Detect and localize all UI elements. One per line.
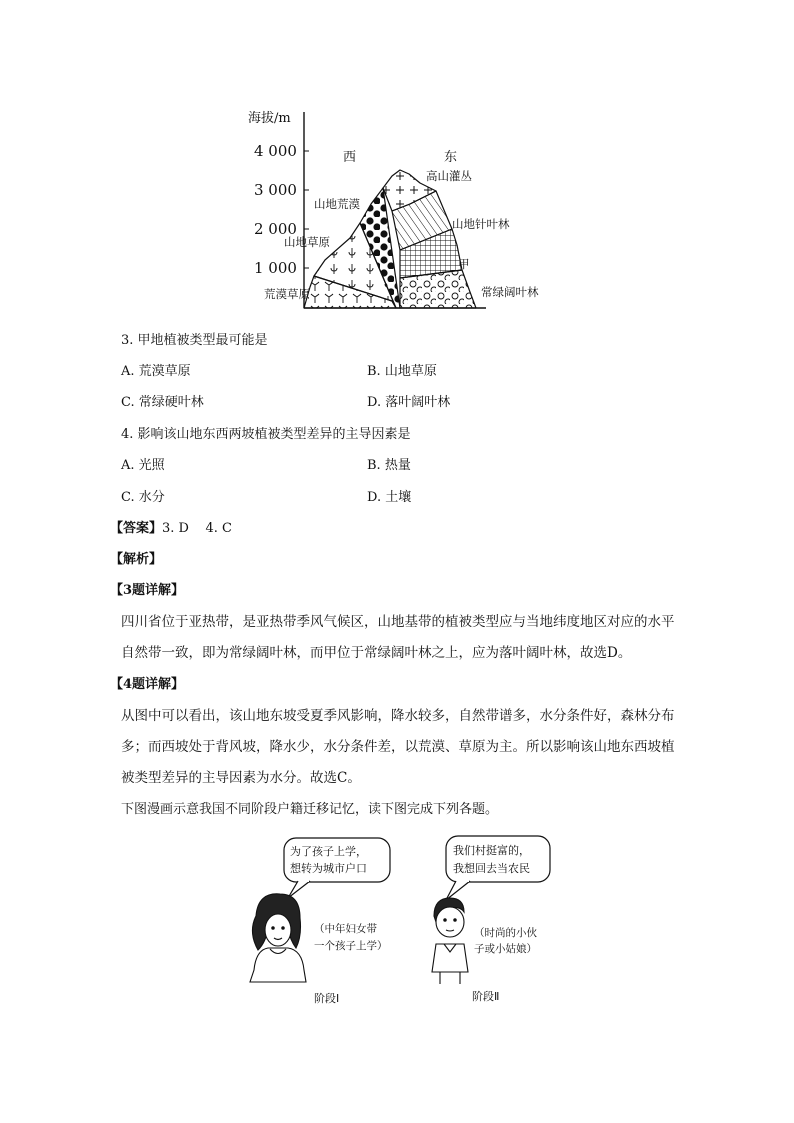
label-mountain-steppe: 山地草原 <box>284 235 330 249</box>
y-axis-label: 海拔/m <box>248 111 291 126</box>
y-tick-label: 4 000 <box>254 142 297 160</box>
bubble-2-line-1: 我们村挺富的， <box>453 844 530 857</box>
bubble-2-line-2: 我想回去当农民 <box>453 862 530 875</box>
young-man-figure <box>432 898 468 984</box>
label-evergreen-broadleaf: 常绿阔叶林 <box>481 285 539 299</box>
label-mountain-desert: 山地荒漠 <box>314 197 360 211</box>
answer-label: 【答案】 <box>110 521 163 536</box>
label-alpine-shrub: 高山灌丛 <box>426 169 472 183</box>
label-mountain-conifer: 山地针叶林 <box>452 217 510 231</box>
stage-1-label: 阶段Ⅰ <box>314 992 340 1005</box>
intro-text: 下图漫画示意我国不同阶段户籍迁移记忆，读下图完成下列各题。 <box>121 802 499 817</box>
q4-option-c: C. 水分 <box>121 490 165 505</box>
note-2-line-2: 子或小姑娘） <box>474 943 537 955</box>
detail-4-text: 从图中可以看出，该山地东坡受夏季风影响，降水较多，自然带谱多，水分条件好，森林分布多；而西坡处于背风坡，降水少，水分条件差，以荒漠、草原为主。所以影响该山地东西坡植被类型差异的主导因素为水分。故选C。 <box>121 708 675 786</box>
woman-figure <box>250 894 306 982</box>
note-2-line-1: （时尚的小伙 <box>474 927 537 939</box>
speech-bubble-2 <box>446 836 550 882</box>
question-4-stem: 4. 影响该山地东西两坡植被类型差异的主导因素是 <box>121 427 411 442</box>
question-3-stem: 3. 甲地植被类型最可能是 <box>121 333 268 348</box>
q4-option-a: A. 光照 <box>121 458 165 473</box>
y-tick-label: 3 000 <box>254 181 297 199</box>
note-1-line-1: （中年妇女带 <box>314 923 377 935</box>
q4-option-d: D. 土壤 <box>367 490 412 505</box>
q4-option-b: B. 热量 <box>367 458 411 473</box>
label-west: 西 <box>343 150 357 165</box>
analysis-label: 【解析】 <box>110 552 163 567</box>
q3-option-b: B. 山地草原 <box>367 364 437 379</box>
label-jia: 甲 <box>458 257 470 271</box>
bubble-1-line-2: 想转为城市户口 <box>290 862 367 875</box>
detail-4-label: 【4题详解】 <box>110 677 185 692</box>
q3-option-d: D. 落叶阔叶林 <box>367 395 451 410</box>
y-tick-label: 1 000 <box>254 259 297 277</box>
note-1-line-2: 一个孩子上学） <box>314 940 388 952</box>
answer-text: 3. D 4. C <box>162 521 232 536</box>
label-desert-steppe: 荒漠草原 <box>264 287 310 301</box>
answer-line <box>110 520 232 538</box>
q3-option-a: A. 荒漠草原 <box>121 364 191 379</box>
speech-bubble-2-tail <box>446 881 470 900</box>
detail-3-label: 【3题详解】 <box>110 583 185 598</box>
speech-bubble-1-tail <box>288 881 310 898</box>
mountain-vegetation-figure <box>240 100 560 315</box>
household-registration-comic <box>228 832 573 1012</box>
y-tick-label: 2 000 <box>254 220 297 238</box>
detail-3-text: 四川省位于亚热带，是亚热带季风气候区，山地基带的植被类型应与当地纬度地区对应的水平自然带一致，即为常绿阔叶林，而甲位于常绿阔叶林之上，应为落叶阔叶林，故选D。 <box>121 614 675 661</box>
bubble-1-line-1: 为了孩子上学， <box>290 845 367 858</box>
q3-option-c: C. 常绿硬叶林 <box>121 395 204 410</box>
stage-2-label: 阶段Ⅱ <box>472 990 500 1003</box>
label-east: 东 <box>444 150 458 165</box>
